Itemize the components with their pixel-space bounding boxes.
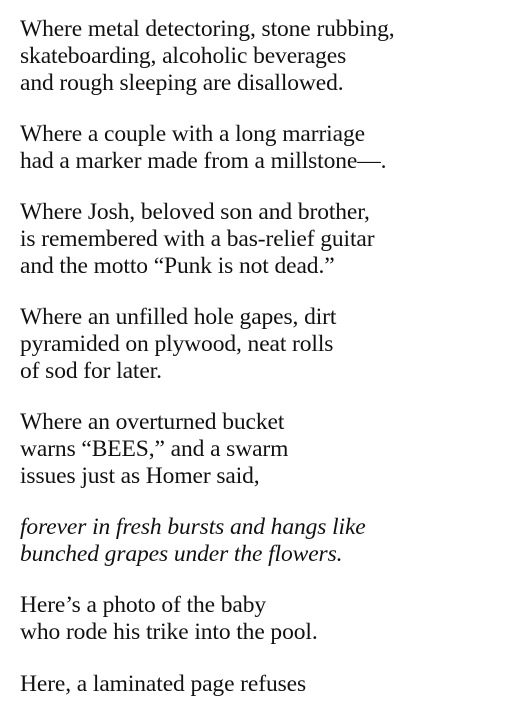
poem-line: who rode his trike into the pool. — [20, 619, 318, 646]
poem-line: of sod for later. — [20, 357, 162, 384]
poem-page — [20, 0, 520, 722]
poem-line-italic: forever in fresh bursts and hangs like — [20, 514, 366, 541]
stanza-4 — [20, 304, 520, 384]
cut-off-previous-line — [20, 0, 520, 10]
stanza-5 — [20, 409, 520, 489]
poem-line: and the motto “Punk is not dead.” — [20, 252, 335, 279]
stanza-2 — [20, 121, 520, 175]
poem-line: pyramided on plywood, neat rolls — [20, 330, 334, 357]
stanza-7 — [20, 592, 520, 646]
stanza-8 — [20, 671, 520, 698]
poem-line: Here’s a photo of the baby — [20, 592, 267, 619]
poem-line: Where an overturned bucket — [20, 409, 285, 436]
poem-line: is remembered with a bas-relief guitar — [20, 225, 375, 252]
stanza-3 — [20, 199, 520, 279]
poem-line: Here, a laminated page refuses — [20, 670, 307, 697]
poem-line: Where metal detectoring, stone rubbing, — [20, 16, 395, 42]
stanza-1 — [20, 16, 520, 96]
stanza-6-quotation — [20, 514, 520, 568]
poem-line: had a marker made from a millstone—. — [20, 147, 387, 174]
poem-line: warns “BEES,” and a swarm — [20, 435, 289, 462]
poem-line: Where a couple with a long marriage — [20, 120, 365, 147]
poem-line: and rough sleeping are disallowed. — [20, 69, 344, 96]
poem-line-italic: bunched grapes under the flowers. — [20, 540, 343, 567]
poem-line: issues just as Homer said, — [20, 462, 260, 489]
poem-line: skateboarding, alcoholic beverages — [20, 42, 347, 69]
poem-line: Where Josh, beloved son and brother, — [20, 199, 370, 226]
poem-line: Where an unfilled hole gapes, dirt — [20, 304, 337, 331]
